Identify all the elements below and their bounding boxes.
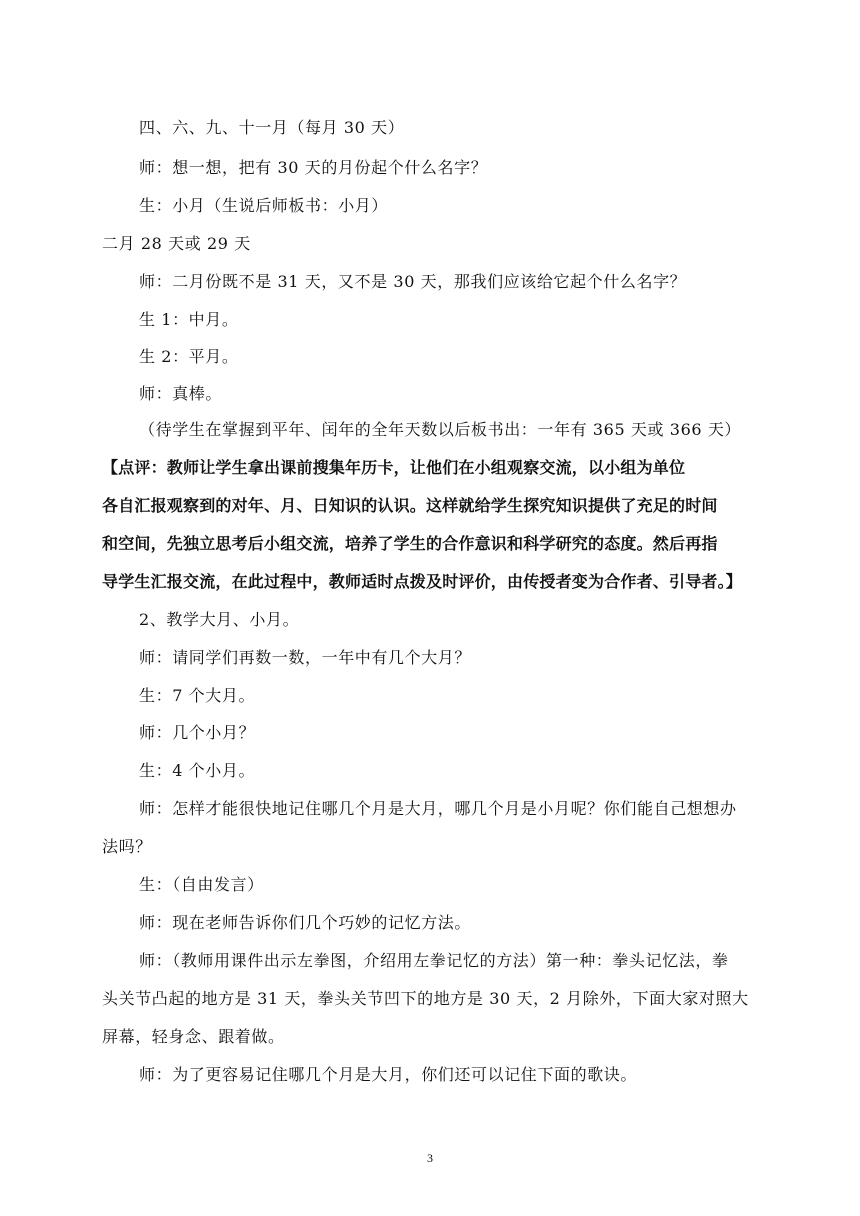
paragraph-line: 生：4 个小月。: [139, 761, 256, 780]
paragraph-line: 生 1：中月。: [139, 310, 239, 329]
paragraph-line: 头关节凸起的地方是 31 天，拳头关节凹下的地方是 30 天，2 月除外，下面大家对照大: [102, 989, 749, 1008]
paragraph-line: 法吗？: [102, 837, 152, 856]
paragraph-line: 生：7 个大月。: [139, 686, 256, 705]
paragraph-line: 师：现在老师告诉你们几个巧妙的记忆方法。: [139, 913, 472, 932]
paragraph-line: 师：怎样才能很快地记住哪几个月是大月，哪几个月是小月呢？你们能自己想想办: [139, 799, 737, 818]
paragraph-line: 生 2：平月。: [139, 347, 239, 366]
paragraph-line: 屏幕，轻身念、跟着做。: [102, 1027, 285, 1046]
section-heading: 2、教学大月、小月。: [139, 610, 300, 629]
comment-line: 各自汇报观察到的对年、月、日知识的认识。这样就给学生探究知识提供了充足的时间: [102, 496, 718, 515]
paragraph-line: 四、六、九、十一月（每月 30 天）: [139, 118, 405, 137]
paragraph-line: 师：二月份既不是 31 天，又不是 30 天，那我们应该给它起个什么名字？: [139, 272, 687, 291]
paragraph-line: 师：请同学们再数一数，一年中有几个大月？: [139, 648, 472, 667]
page-number: 3: [427, 1151, 433, 1165]
comment-line: 【点评：教师让学生拿出课前搜集年历卡，让他们在小组观察交流，以小组为单位: [102, 458, 686, 477]
paragraph-line: 生：小月（生说后师板书：小月）: [139, 196, 389, 215]
paragraph-line: 师：几个小月？: [139, 723, 256, 742]
paragraph-line: 师：真棒。: [139, 384, 223, 403]
paragraph-line: 生：（自由发言）: [139, 875, 264, 894]
paragraph-line: 师：（教师用课件出示左拳图，介绍用左拳记忆的方法）第一种：拳头记忆法，拳: [139, 951, 729, 970]
paragraph-line: 二月 28 天或 29 天: [102, 234, 251, 253]
comment-line: 和空间，先独立思考后小组交流，培养了学生的合作意识和科学研究的态度。然后再指: [102, 534, 718, 553]
paragraph-line: 师：想一想，把有 30 天的月份起个什么名字？: [139, 158, 488, 177]
comment-line: 导学生汇报交流，在此过程中，教师适时点拨及时评价，由传授者变为合作者、引导者。】: [102, 572, 743, 591]
paragraph-line: 师：为了更容易记住哪几个月是大月，你们还可以记住下面的歌诀。: [139, 1065, 638, 1084]
paragraph-line: （待学生在掌握到平年、闰年的全年天数以后板书出：一年有 365 天或 366 天）: [139, 420, 742, 439]
